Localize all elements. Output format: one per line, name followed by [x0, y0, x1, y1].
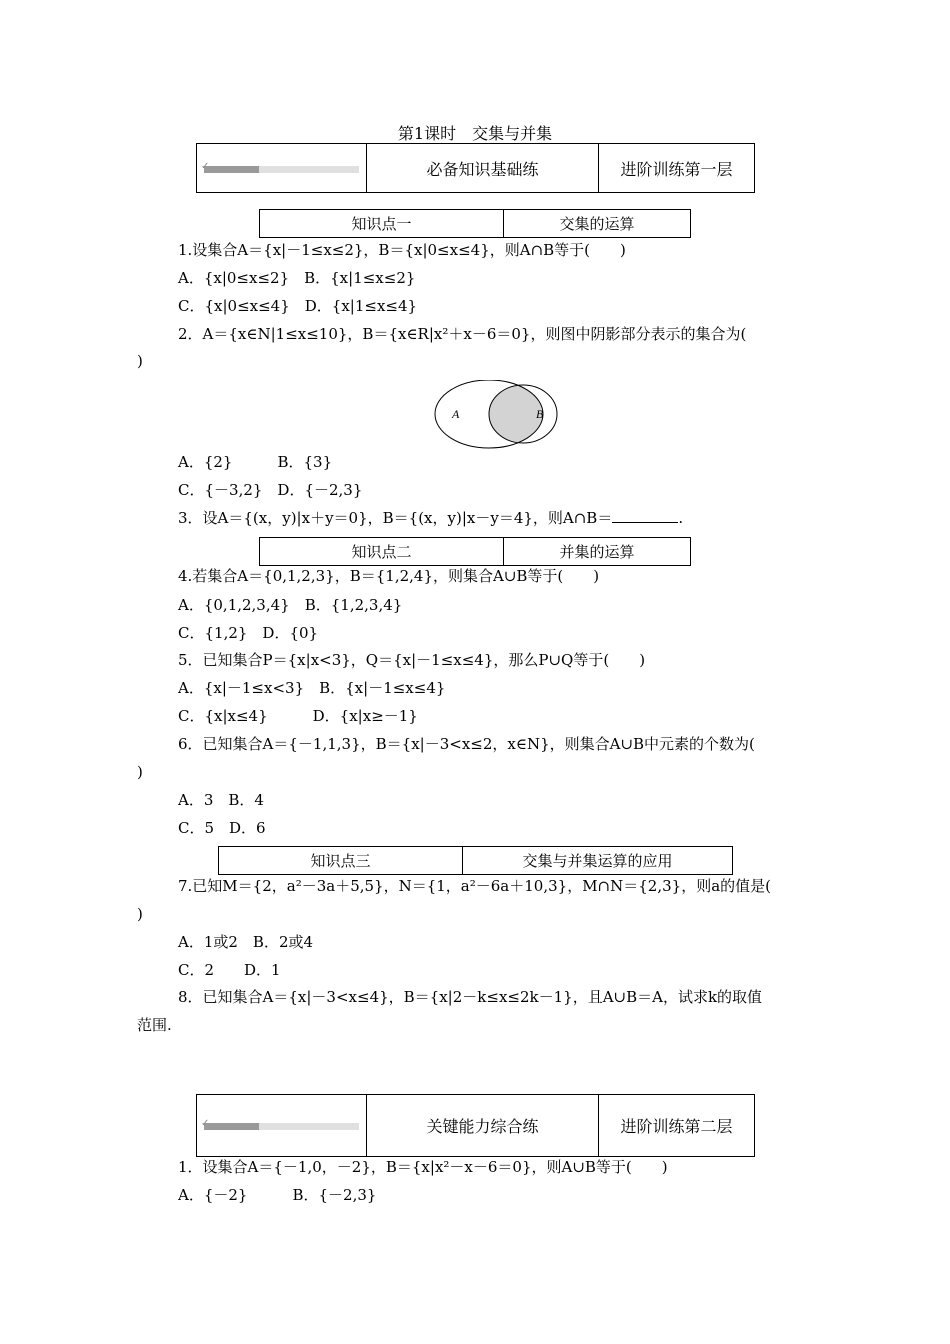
knowledge-point-1	[259, 209, 691, 238]
question-6-stem-end: )	[137, 763, 143, 781]
question-3-stem: 3．设A＝{(x，y)|x＋y＝0}，B＝{(x，y)|x－y＝4}，则A∩B＝	[178, 509, 613, 527]
question-6-options-row-2: C．5 D．6	[178, 819, 266, 837]
knowledge-point-topic: 并集的运算	[504, 538, 691, 566]
section-header-level: 进阶训练第二层	[599, 1095, 755, 1157]
knowledge-point-label: 知识点二	[260, 538, 504, 566]
question-4-options-row-2: C．{1,2} D．{0}	[178, 624, 319, 642]
question-2-stem-end: )	[137, 352, 143, 370]
section-header-1	[196, 143, 755, 193]
question-1-stem: 1.设集合A＝{x|－1≤x≤2}，B＝{x|0≤x≤4}，则A∩B等于( )	[178, 241, 626, 259]
question-7-options-row-2: C．2 D．1	[178, 961, 281, 979]
section-header-title: 必备知识基础练	[367, 144, 599, 193]
knowledge-point-topic: 交集与并集运算的应用	[463, 847, 733, 875]
question-4-options-row-1: A．{0,1,2,3,4} B．{1,2,3,4}	[178, 596, 403, 614]
question-5-options-row-1: A．{x|－1≤x<3} B．{x|－1≤x≤4}	[178, 679, 446, 697]
question-1-options-row-2: C．{x|0≤x≤4} D．{x|1≤x≤4}	[178, 297, 418, 315]
question-3	[178, 508, 683, 528]
check-icon: ✓	[201, 1118, 210, 1129]
question-5-options-row-2: C．{x|x≤4} D．{x|x≥－1}	[178, 707, 418, 725]
question-8-stem-end: 范围.	[137, 1016, 172, 1034]
page-title: 第1课时 交集与并集	[397, 124, 553, 143]
question-7-options-row-1: A．1或2 B．2或4	[178, 933, 314, 951]
question-3-tail: .	[678, 509, 684, 527]
knowledge-point-2	[259, 537, 691, 566]
section-2-question-1-stem: 1．设集合A＝{－1,0，－2}，B＝{x|x²－x－6＝0}，则A∪B等于( )	[178, 1158, 668, 1176]
progress-bar-icon	[201, 1118, 359, 1130]
question-4-stem: 4.若集合A＝{0,1,2,3}，B＝{1,2,4}，则集合A∪B等于( )	[178, 567, 600, 585]
question-7-stem: 7.已知M＝{2，a²－3a＋5,5}，N＝{1，a²－6a＋10,3}，M∩N＝{2,3}，则a的值是(	[178, 877, 771, 895]
question-2-options-row-2: C．{－3,2} D．{－2,3}	[178, 481, 363, 499]
check-icon: ✓	[201, 160, 210, 172]
knowledge-point-topic: 交集的运算	[504, 210, 691, 238]
question-1-options-row-1: A．{x|0≤x≤2} B．{x|1≤x≤2}	[178, 269, 416, 287]
question-2-stem: 2．A＝{x∈N|1≤x≤10}，B＝{x∈R|x²＋x－6＝0}，则图中阴影部分表示的集合为(	[178, 325, 747, 343]
venn-diagram	[430, 380, 562, 452]
question-6-options-row-1: A．3 B．4	[178, 791, 264, 809]
section-header-title: 关键能力综合练	[367, 1095, 599, 1157]
question-2-options-row-1: A．{2} B．{3}	[178, 453, 333, 471]
knowledge-point-label: 知识点一	[260, 210, 504, 238]
progress-cell	[197, 1095, 367, 1157]
answer-blank	[612, 508, 678, 523]
knowledge-point-label: 知识点三	[219, 847, 463, 875]
progress-cell	[197, 144, 367, 193]
section-header-2	[196, 1094, 755, 1157]
venn-label-a: A	[452, 407, 460, 421]
progress-bar-icon	[201, 160, 359, 173]
question-5-stem: 5．已知集合P＝{x|x<3}，Q＝{x|－1≤x≤4}，那么P∪Q等于( )	[178, 651, 646, 669]
knowledge-point-3	[218, 846, 733, 875]
question-6-stem: 6．已知集合A＝{－1,1,3}，B＝{x|－3<x≤2，x∈N}，则集合A∪B中元素的个数为(	[178, 735, 755, 753]
question-7-stem-end: )	[137, 905, 143, 923]
venn-label-b: B	[536, 407, 544, 421]
section-2-question-1-options-row-1: A．{－2} B．{－2,3}	[178, 1186, 377, 1204]
section-header-level: 进阶训练第一层	[599, 144, 755, 193]
question-8-stem: 8．已知集合A＝{x|－3<x≤4}，B＝{x|2－k≤x≤2k－1}，且A∪B＝A，试求k的取值	[178, 988, 763, 1006]
